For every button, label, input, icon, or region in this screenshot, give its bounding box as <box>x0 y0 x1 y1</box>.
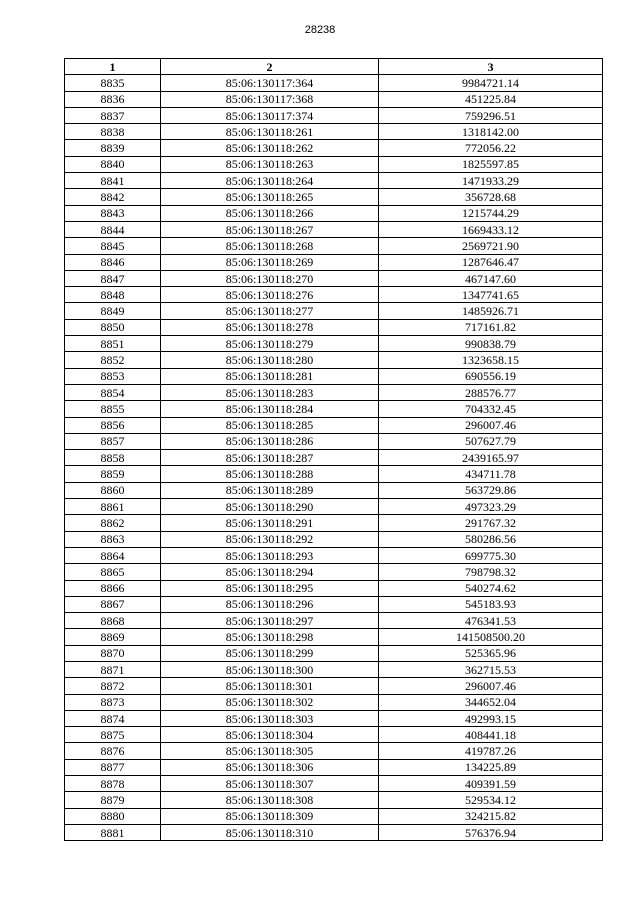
cadastral-number-cell: 85:06:130118:307 <box>161 776 379 792</box>
cadastral-number-cell: 85:06:130118:284 <box>161 401 379 417</box>
cadastral-number-cell: 85:06:130118:308 <box>161 792 379 808</box>
row-number-cell: 8842 <box>65 189 161 205</box>
table-row <box>65 759 603 775</box>
table-row <box>65 645 603 661</box>
table-row <box>65 107 603 123</box>
row-number-cell: 8881 <box>65 824 161 840</box>
cadastral-number-cell: 85:06:130118:288 <box>161 466 379 482</box>
value-cell: 344652.04 <box>379 694 603 710</box>
row-number-cell: 8837 <box>65 107 161 123</box>
cadastral-number-cell: 85:06:130118:309 <box>161 808 379 824</box>
table-row <box>65 564 603 580</box>
table-row <box>65 287 603 303</box>
cadastral-number-cell: 85:06:130118:294 <box>161 564 379 580</box>
cadastral-number-cell: 85:06:130118:303 <box>161 710 379 726</box>
row-number-cell: 8856 <box>65 417 161 433</box>
row-number-cell: 8864 <box>65 547 161 563</box>
cadastral-number-cell: 85:06:130118:262 <box>161 140 379 156</box>
table-row <box>65 156 603 172</box>
cadastral-number-cell: 85:06:130118:266 <box>161 205 379 221</box>
row-number-cell: 8873 <box>65 694 161 710</box>
cadastral-number-cell: 85:06:130118:302 <box>161 694 379 710</box>
table-row <box>65 824 603 840</box>
table-row <box>65 661 603 677</box>
value-cell: 576376.94 <box>379 824 603 840</box>
value-cell: 990838.79 <box>379 336 603 352</box>
row-number-cell: 8855 <box>65 401 161 417</box>
cadastral-number-cell: 85:06:130118:281 <box>161 368 379 384</box>
value-cell: 525365.96 <box>379 645 603 661</box>
table-row <box>65 808 603 824</box>
row-number-cell: 8879 <box>65 792 161 808</box>
cadastral-number-cell: 85:06:130118:300 <box>161 661 379 677</box>
cadastral-number-cell: 85:06:130118:263 <box>161 156 379 172</box>
table-row <box>65 124 603 140</box>
value-cell: 690556.19 <box>379 368 603 384</box>
cadastral-number-cell: 85:06:130118:298 <box>161 629 379 645</box>
row-number-cell: 8869 <box>65 629 161 645</box>
cadastral-number-cell: 85:06:130118:265 <box>161 189 379 205</box>
table-row <box>65 792 603 808</box>
value-cell: 141508500.20 <box>379 629 603 645</box>
value-cell: 324215.82 <box>379 808 603 824</box>
row-number-cell: 8861 <box>65 499 161 515</box>
table-row <box>65 580 603 596</box>
row-number-cell: 8839 <box>65 140 161 156</box>
row-number-cell: 8850 <box>65 319 161 335</box>
value-cell: 2569721.90 <box>379 238 603 254</box>
value-cell: 563729.86 <box>379 482 603 498</box>
cadastral-number-cell: 85:06:130118:276 <box>161 287 379 303</box>
table-row <box>65 173 603 189</box>
table-row <box>65 776 603 792</box>
cadastral-number-cell: 85:06:130118:301 <box>161 678 379 694</box>
value-cell: 362715.53 <box>379 661 603 677</box>
value-cell: 409391.59 <box>379 776 603 792</box>
value-cell: 545183.93 <box>379 596 603 612</box>
value-cell: 291767.32 <box>379 515 603 531</box>
table-row <box>65 352 603 368</box>
value-cell: 419787.26 <box>379 743 603 759</box>
row-number-cell: 8872 <box>65 678 161 694</box>
value-cell: 759296.51 <box>379 107 603 123</box>
row-number-cell: 8838 <box>65 124 161 140</box>
value-cell: 492993.15 <box>379 710 603 726</box>
value-cell: 1287646.47 <box>379 254 603 270</box>
row-number-cell: 8843 <box>65 205 161 221</box>
value-cell: 529534.12 <box>379 792 603 808</box>
row-number-cell: 8840 <box>65 156 161 172</box>
cadastral-number-cell: 85:06:130118:293 <box>161 547 379 563</box>
cadastral-number-cell: 85:06:130118:285 <box>161 417 379 433</box>
cadastral-number-cell: 85:06:130118:277 <box>161 303 379 319</box>
table-row <box>65 515 603 531</box>
row-number-cell: 8858 <box>65 450 161 466</box>
table-row <box>65 205 603 221</box>
value-cell: 1485926.71 <box>379 303 603 319</box>
table-row <box>65 743 603 759</box>
value-cell: 434711.78 <box>379 466 603 482</box>
table-row <box>65 254 603 270</box>
table-row <box>65 368 603 384</box>
value-cell: 1215744.29 <box>379 205 603 221</box>
row-number-cell: 8848 <box>65 287 161 303</box>
table-row <box>65 238 603 254</box>
row-number-cell: 8851 <box>65 336 161 352</box>
value-cell: 296007.46 <box>379 417 603 433</box>
row-number-cell: 8880 <box>65 808 161 824</box>
value-cell: 1318142.00 <box>379 124 603 140</box>
header-row <box>65 59 603 75</box>
cadastral-number-cell: 85:06:130118:287 <box>161 450 379 466</box>
page-number: 28238 <box>304 24 336 36</box>
cadastral-number-cell: 85:06:130118:283 <box>161 384 379 400</box>
table-row <box>65 303 603 319</box>
cadastral-number-cell: 85:06:130118:295 <box>161 580 379 596</box>
row-number-cell: 8841 <box>65 173 161 189</box>
row-number-cell: 8860 <box>65 482 161 498</box>
table-row <box>65 270 603 286</box>
value-cell: 798798.32 <box>379 564 603 580</box>
cadastral-number-cell: 85:06:130118:278 <box>161 319 379 335</box>
row-number-cell: 8847 <box>65 270 161 286</box>
value-cell: 296007.46 <box>379 678 603 694</box>
cadastral-number-cell: 85:06:130118:304 <box>161 727 379 743</box>
column-header-3: 3 <box>379 59 603 75</box>
row-number-cell: 8877 <box>65 759 161 775</box>
cadastral-number-cell: 85:06:130118:267 <box>161 221 379 237</box>
cadastral-number-cell: 85:06:130118:290 <box>161 499 379 515</box>
table-row <box>65 221 603 237</box>
cadastral-number-cell: 85:06:130118:299 <box>161 645 379 661</box>
row-number-cell: 8857 <box>65 433 161 449</box>
cadastral-number-cell: 85:06:130118:280 <box>161 352 379 368</box>
cadastral-number-cell: 85:06:130117:374 <box>161 107 379 123</box>
row-number-cell: 8849 <box>65 303 161 319</box>
table-row <box>65 450 603 466</box>
table-body <box>65 75 603 841</box>
row-number-cell: 8846 <box>65 254 161 270</box>
cadastral-number-cell: 85:06:130118:305 <box>161 743 379 759</box>
value-cell: 2439165.97 <box>379 450 603 466</box>
row-number-cell: 8862 <box>65 515 161 531</box>
row-number-cell: 8852 <box>65 352 161 368</box>
table-row <box>65 499 603 515</box>
value-cell: 1347741.65 <box>379 287 603 303</box>
value-cell: 134225.89 <box>379 759 603 775</box>
row-number-cell: 8835 <box>65 75 161 91</box>
table-row <box>65 189 603 205</box>
cadastral-number-cell: 85:06:130118:286 <box>161 433 379 449</box>
cadastral-number-cell: 85:06:130117:364 <box>161 75 379 91</box>
table-row <box>65 613 603 629</box>
value-cell: 476341.53 <box>379 613 603 629</box>
cadastral-number-cell: 85:06:130118:279 <box>161 336 379 352</box>
cadastral-number-cell: 85:06:130118:296 <box>161 596 379 612</box>
table-row <box>65 417 603 433</box>
value-cell: 772056.22 <box>379 140 603 156</box>
value-cell: 580286.56 <box>379 531 603 547</box>
row-number-cell: 8836 <box>65 91 161 107</box>
value-cell: 699775.30 <box>379 547 603 563</box>
cadastral-number-cell: 85:06:130118:291 <box>161 515 379 531</box>
cadastral-number-cell: 85:06:130118:306 <box>161 759 379 775</box>
row-number-cell: 8878 <box>65 776 161 792</box>
cadastral-number-cell: 85:06:130118:310 <box>161 824 379 840</box>
cadastral-number-cell: 85:06:130117:368 <box>161 91 379 107</box>
row-number-cell: 8844 <box>65 221 161 237</box>
row-number-cell: 8870 <box>65 645 161 661</box>
row-number-cell: 8875 <box>65 727 161 743</box>
row-number-cell: 8867 <box>65 596 161 612</box>
column-header-1: 1 <box>65 59 161 75</box>
cadastral-number-cell: 85:06:130118:264 <box>161 173 379 189</box>
table-row <box>65 547 603 563</box>
row-number-cell: 8871 <box>65 661 161 677</box>
cadastral-number-cell: 85:06:130118:270 <box>161 270 379 286</box>
row-number-cell: 8863 <box>65 531 161 547</box>
table-header <box>65 59 603 75</box>
value-cell: 1825597.85 <box>379 156 603 172</box>
table-row <box>65 482 603 498</box>
row-number-cell: 8859 <box>65 466 161 482</box>
row-number-cell: 8874 <box>65 710 161 726</box>
table-row <box>65 710 603 726</box>
value-cell: 1323658.15 <box>379 352 603 368</box>
column-header-2: 2 <box>161 59 379 75</box>
value-cell: 497323.29 <box>379 499 603 515</box>
data-table <box>64 58 603 841</box>
table-row <box>65 91 603 107</box>
table-row <box>65 629 603 645</box>
value-cell: 507627.79 <box>379 433 603 449</box>
value-cell: 1471933.29 <box>379 173 603 189</box>
cadastral-number-cell: 85:06:130118:261 <box>161 124 379 140</box>
table-row <box>65 319 603 335</box>
table-row <box>65 336 603 352</box>
row-number-cell: 8866 <box>65 580 161 596</box>
table-row <box>65 433 603 449</box>
row-number-cell: 8868 <box>65 613 161 629</box>
cadastral-number-cell: 85:06:130118:289 <box>161 482 379 498</box>
row-number-cell: 8865 <box>65 564 161 580</box>
row-number-cell: 8845 <box>65 238 161 254</box>
value-cell: 467147.60 <box>379 270 603 286</box>
row-number-cell: 8853 <box>65 368 161 384</box>
value-cell: 9984721.14 <box>379 75 603 91</box>
table-row <box>65 384 603 400</box>
cadastral-number-cell: 85:06:130118:297 <box>161 613 379 629</box>
table-row <box>65 678 603 694</box>
row-number-cell: 8876 <box>65 743 161 759</box>
cadastral-number-cell: 85:06:130118:268 <box>161 238 379 254</box>
table-row <box>65 596 603 612</box>
value-cell: 704332.45 <box>379 401 603 417</box>
table-row <box>65 140 603 156</box>
value-cell: 356728.68 <box>379 189 603 205</box>
table-row <box>65 694 603 710</box>
value-cell: 1669433.12 <box>379 221 603 237</box>
cadastral-number-cell: 85:06:130118:269 <box>161 254 379 270</box>
table-row <box>65 466 603 482</box>
value-cell: 451225.84 <box>379 91 603 107</box>
table-row <box>65 727 603 743</box>
value-cell: 288576.77 <box>379 384 603 400</box>
cadastral-number-cell: 85:06:130118:292 <box>161 531 379 547</box>
row-number-cell: 8854 <box>65 384 161 400</box>
table-row <box>65 531 603 547</box>
value-cell: 408441.18 <box>379 727 603 743</box>
value-cell: 717161.82 <box>379 319 603 335</box>
value-cell: 540274.62 <box>379 580 603 596</box>
table-row <box>65 75 603 91</box>
table-row <box>65 401 603 417</box>
